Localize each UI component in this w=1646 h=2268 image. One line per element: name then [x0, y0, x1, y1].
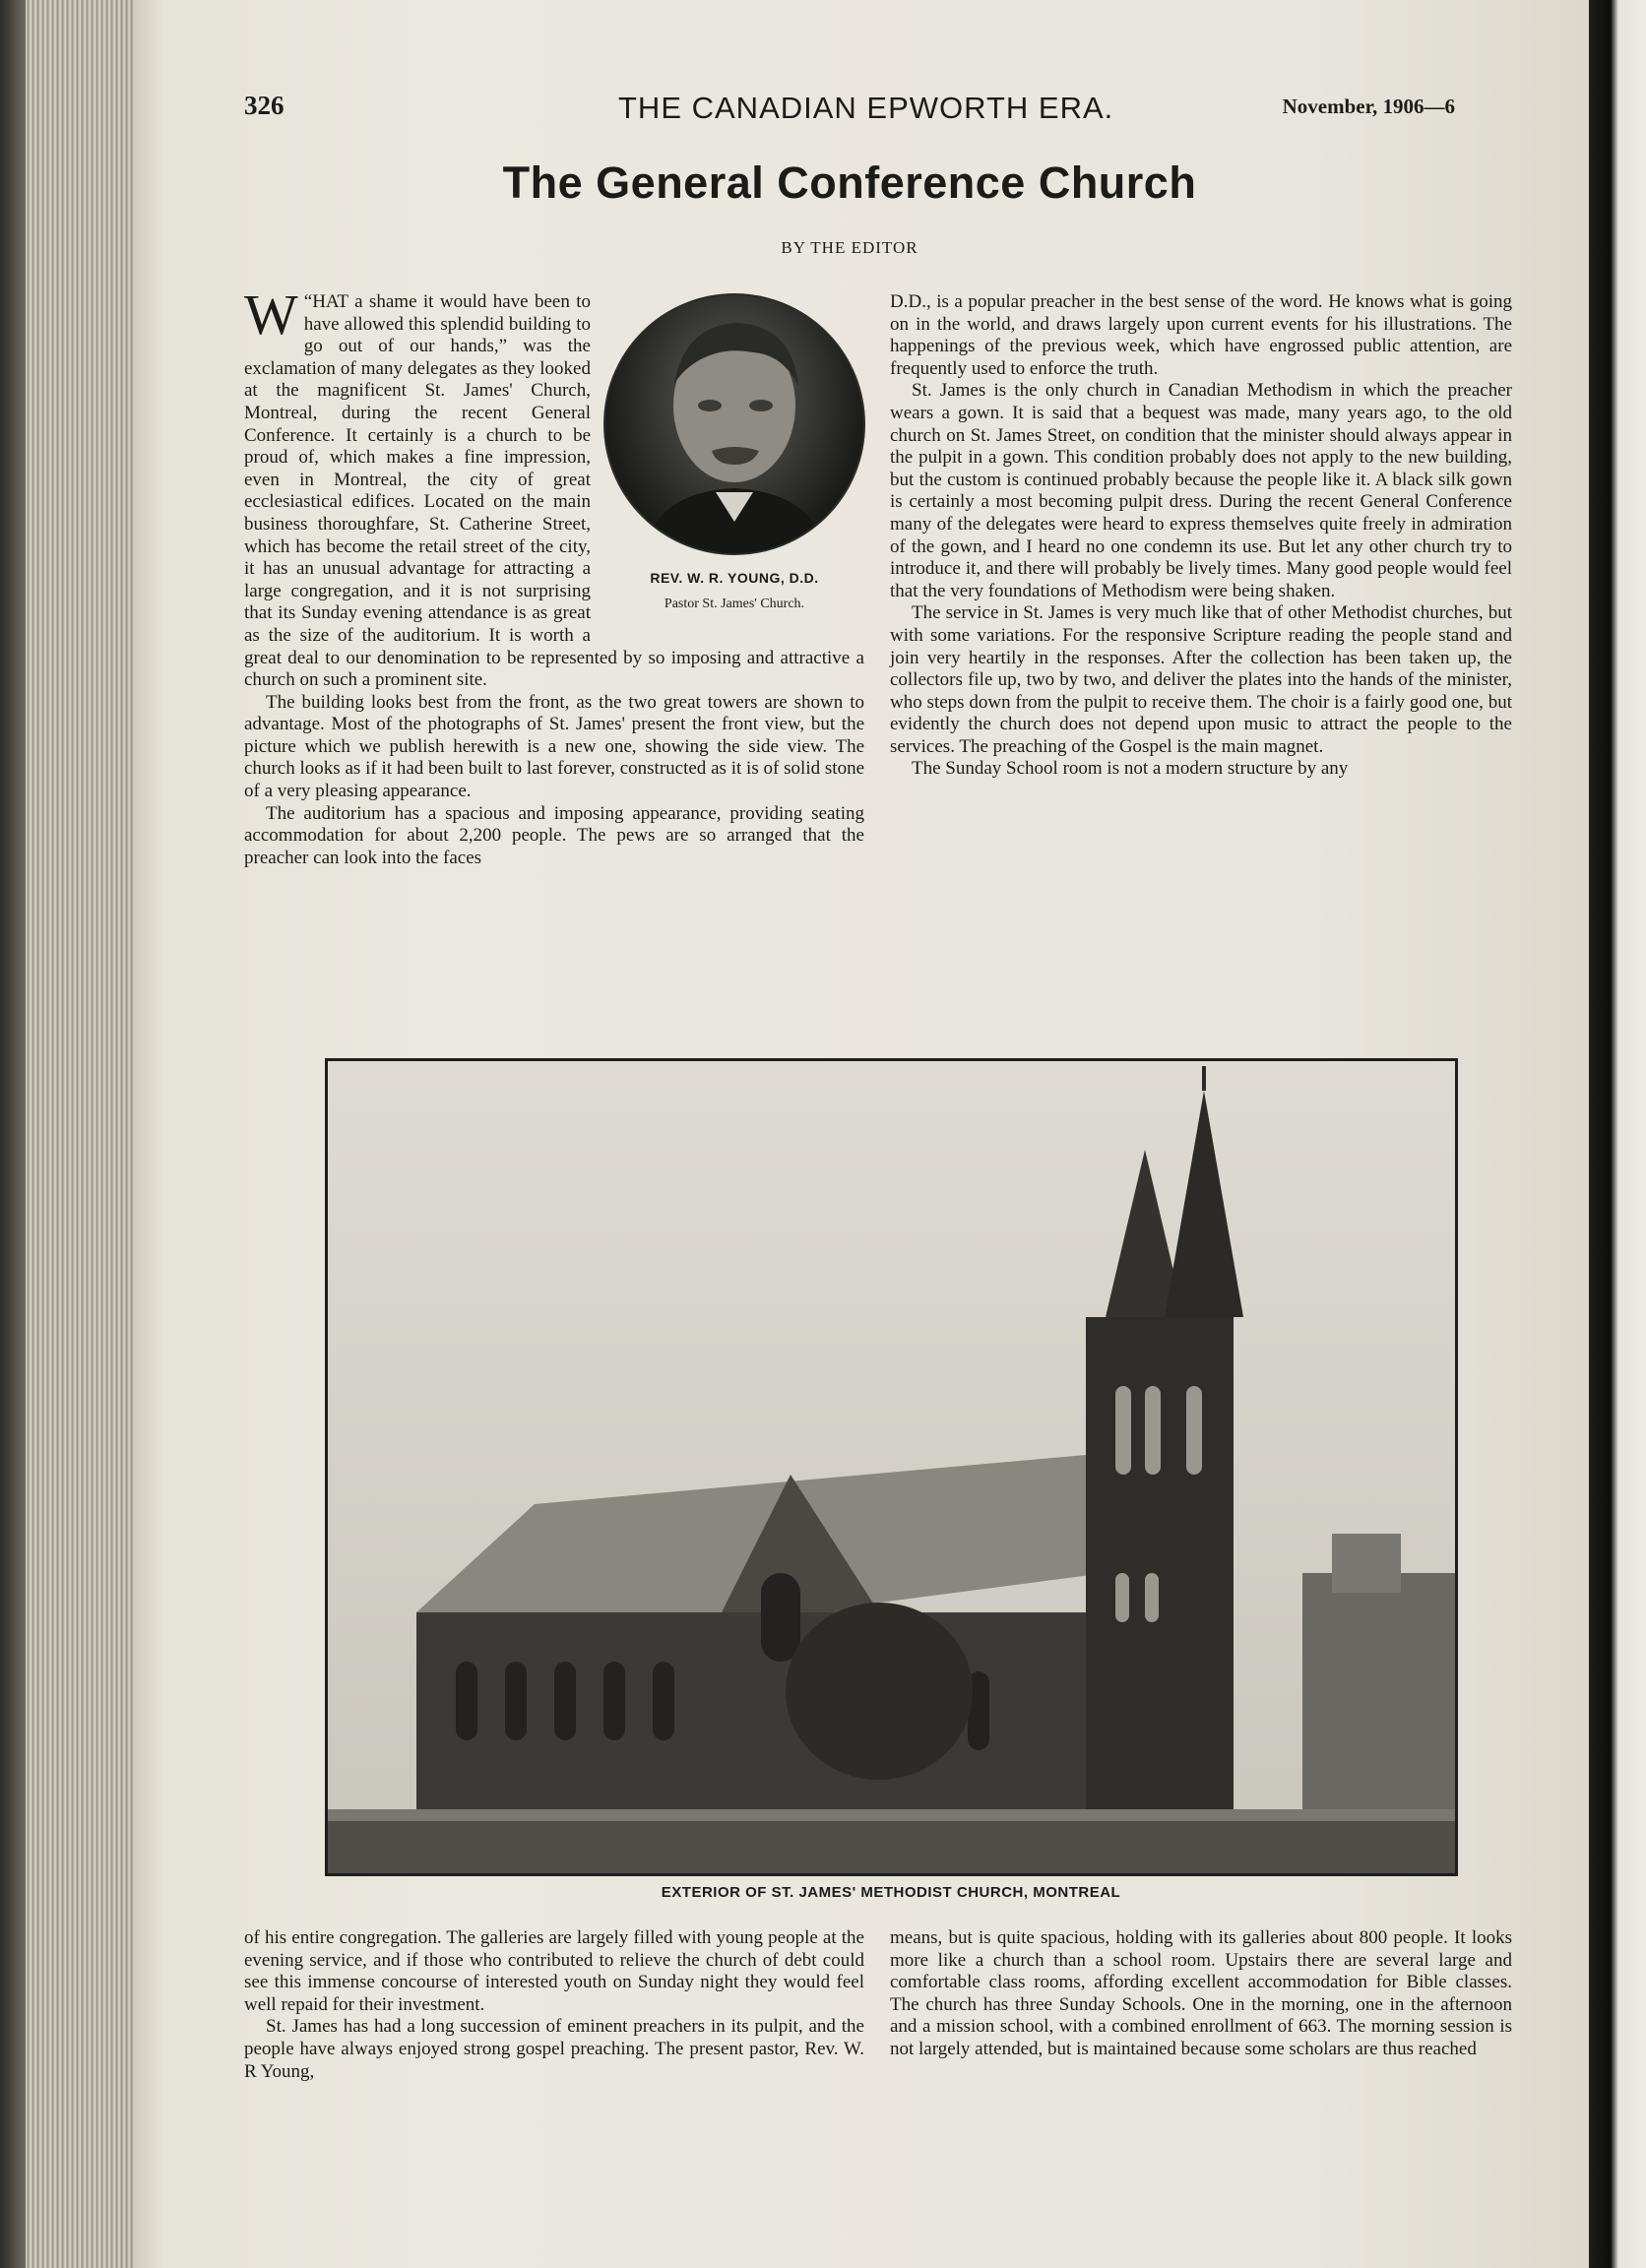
church-photograph	[325, 1058, 1458, 1876]
page-number: 326	[244, 91, 285, 120]
portrait-caption-name: REV. W. R. YOUNG, D.D.	[650, 570, 819, 586]
column-3	[244, 1927, 864, 2083]
paragraph: The building looks best from the front, as the two great towers are shown to advantage. Most of the photographs of St. James' present the front view, but the picture which we publish herewith is a new one, showing the side view. The church looks as if it had been built to last forever, constructed as it is of solid stone of a very pleasing appearance.	[244, 691, 864, 802]
paragraph-text: HAT a shame it would have been to have allowed this splendid building to go out of our hands,” was the exclamation of many delegates as they looked at the magnificent St. James' Church, Montreal, during the recent General Conference. It certainly is a church to be proud of, which makes a fine impression, even in Montreal, the city of great ecclesiastical edifices. Located on the main business thoroughfare, St. Catherine Street, which has become the retail street of the city, it has an unusual advantage for attracting a large congregation, and it is not surprising that its Sunday evening attendance is as great as the size of the auditorium. It is worth a great deal to our denomination to be represented by so imposing and attractive a church on such a prominent site.	[244, 291, 864, 691]
column-2	[890, 291, 1512, 781]
journal-title: THE CANADIAN EPWORTH ERA.	[618, 91, 1114, 125]
column-4	[890, 1927, 1512, 2061]
paragraph: The service in St. James is very much like that of other Methodist churches, but with some variations. For the responsive Scripture reading the people stand and join very heartily in the responses. After the collection has been taken up, the collectors file up, two by two, and deliver the plates into the hands of the minister, who steps down from the pulpit to receive them. The choir is a fairly good one, but evidently the church does not depend upon music to attract the people to the services. The preaching of the Gospel is the main magnet.	[890, 602, 1512, 757]
paragraph: St. James has had a long succession of eminent preachers in its pulpit, and the people have always enjoyed strong gospel preaching. The present pastor, Rev. W. R Young,	[244, 2016, 864, 2082]
running-header	[244, 91, 1455, 130]
drop-cap: W	[244, 283, 298, 346]
paragraph: means, but is quite spacious, holding with its galleries about 800 people. It looks more like a church than a school room. Upstairs there are several large and comfortable class rooms, affording excellent accommodation for Bible classes. The church has three Sunday Schools. One in the morning, one in the afternoon and a mission school, with a combined enrollment of 663. The morning session is not largely attended, but is maintained because some scholars are thus reached	[890, 1927, 1512, 2059]
binding-shadow	[0, 0, 26, 2268]
facing-page-edge	[1589, 0, 1646, 2268]
paragraph: of his entire congregation. The galleries are largely filled with young people at the evening service, and if those who contributed to relieve the church of debt could see this immense concourse of interested youth on Sunday night they would feel well repaid for their investment.	[244, 1927, 864, 2015]
open-quote: “	[303, 291, 313, 312]
paragraph: The auditorium has a spacious and imposing appearance, providing seating accommodation for about 2,200 people. The pews are so arranged that the preacher can look into the faces	[244, 802, 864, 868]
portrait-caption-role: Pastor St. James' Church.	[664, 596, 805, 611]
article-title: The General Conference Church	[502, 158, 1197, 208]
photo-caption: EXTERIOR OF ST. JAMES' METHODIST CHURCH, MONTREAL	[661, 1884, 1121, 1901]
column-1	[244, 283, 864, 869]
paragraph: D.D., is a popular preacher in the best sense of the word. He knows what is going on in the world, and draws largely upon current events for his illustrations. The happenings of the previous week, which have engrossed public attention, are frequently used to enforce the truth.	[890, 291, 1512, 379]
paragraph: St. James is the only church in Canadian Methodism in which the preacher wears a gown. It is said that a bequest was made, many years ago, to the old church on St. James Street, on condition that the minister should always appear in the pulpit in a gown. This condition probably does not apply to the new building, but the custom is continued probably because the people like it. A black silk gown is certainly a most becoming pulpit dress. During the recent General Conference many of the delegates were heard to express themselves quite freely in admiration of the gown, and I heard no one condemn its use. But let any other church try to introduce it, and there will probably be lively times. Many good people would feel that the very foundations of Methodism were being shaken.	[890, 380, 1512, 601]
portrait-photo	[603, 293, 865, 555]
issue-date: November, 1906—6	[1282, 94, 1455, 118]
portrait-figure	[601, 293, 868, 628]
paragraph: The Sunday School room is not a modern structure by any	[912, 758, 1349, 780]
article-byline: BY THE EDITOR	[781, 238, 918, 257]
